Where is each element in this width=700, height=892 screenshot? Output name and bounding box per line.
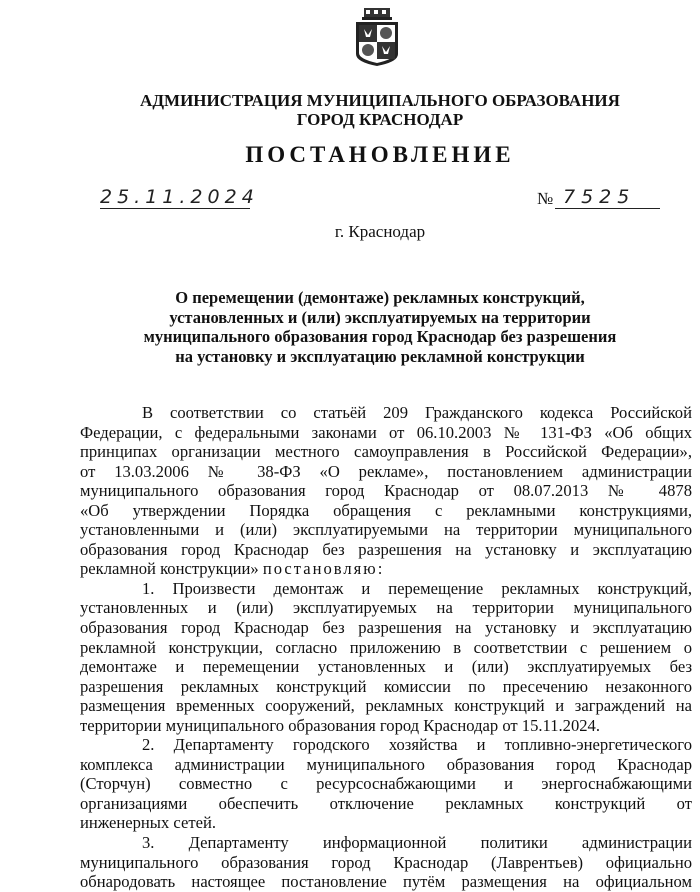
coat-of-arms-emblem: [352, 6, 402, 68]
document-subject: [0, 288, 700, 367]
subject-line: О перемещении (демонтаже) рекламных конструкций,: [175, 288, 585, 307]
number-label: №: [537, 189, 554, 208]
body-line: инженерных сетей.: [80, 813, 216, 833]
body-line: комплекса администрации муниципального образования город Краснодар: [80, 754, 692, 774]
body-line: муниципального образования город Краснодар от 08.07.2013 № 4878: [80, 481, 692, 501]
body-line: рекламной конструкции, согласно приложению в соответствии с решением о: [80, 637, 692, 657]
body-line: территории муниципального образования город Краснодар от 15.11.2024.: [80, 715, 601, 735]
body-line: 1. Произвести демонтаж и перемещение рекламных конструкций,: [142, 578, 692, 598]
document-body: [80, 403, 692, 892]
body-line: разрешения рекламных конструкций комиссии по пресечению незаконного: [80, 676, 692, 696]
body-line: размещения временных сооружений, рекламных конструкций и заграждений на: [80, 696, 692, 716]
document-city: г. Краснодар: [334, 222, 426, 241]
resolve-word: постановляю:: [262, 559, 385, 579]
organization-name-line2: ГОРОД КРАСНОДАР: [296, 110, 464, 129]
body-line: [80, 559, 692, 579]
body-line: установленными и (или) эксплуатируемыми на территории муниципального: [80, 520, 692, 540]
body-line: (Сторчун) совместно с ресурсоснабжающими и энергоснабжающими: [80, 774, 692, 794]
body-line: 2. Департаменту городского хозяйства и топливно-энергетического: [142, 735, 692, 755]
document-number: 7525: [555, 186, 660, 209]
body-line: установленных и (или) эксплуатируемых на территории муниципального: [80, 598, 692, 618]
subject-line: на установку и эксплуатацию рекламной конструкции: [175, 347, 585, 367]
document-type-title: ПОСТАНОВЛЕНИЕ: [245, 142, 515, 167]
subject-line: муниципального образования город Краснодар без разрешения: [143, 327, 617, 347]
body-line: муниципального образования город Краснодар (Лаврентьев) официально: [80, 852, 692, 872]
body-line: образования город Краснодар без разрешения на установку и эксплуатацию: [80, 618, 692, 638]
document-date: 25.11.2024: [100, 186, 259, 208]
body-line: обнародовать настоящее постановление путём размещения на официальном: [80, 872, 692, 892]
body-line: демонтаже и перемещении установленных и (или) эксплуатируемых без: [80, 657, 692, 677]
body-line: Федерации, с федеральными законами от 06.10.2003 № 131-ФЗ «Об общих: [80, 422, 692, 442]
body-line: «Об утверждении Порядка обращения с рекламными конструкциями,: [80, 500, 692, 520]
body-line: образования город Краснодар без разрешения на установку и эксплуатацию: [80, 539, 692, 559]
body-line: организациями обеспечить отключение рекламных конструкций от: [80, 793, 692, 813]
organization-name-line1: АДМИНИСТРАЦИЯ МУНИЦИПАЛЬНОГО ОБРАЗОВАНИЯ: [140, 91, 620, 110]
body-line: В соответствии со статьёй 209 Гражданского кодекса Российской: [142, 403, 692, 422]
subject-line: установленных и (или) эксплуатируемых на территории: [169, 307, 591, 327]
body-line: от 13.03.2006 № 38-ФЗ «О рекламе», постановлением администрации: [80, 461, 692, 481]
body-line: принципах организации местного самоуправления в Российской Федерации»,: [80, 442, 692, 462]
body-line: 3. Департаменту информационной политики администрации: [142, 833, 692, 853]
body-line-text: рекламной конструкции»: [80, 559, 259, 579]
